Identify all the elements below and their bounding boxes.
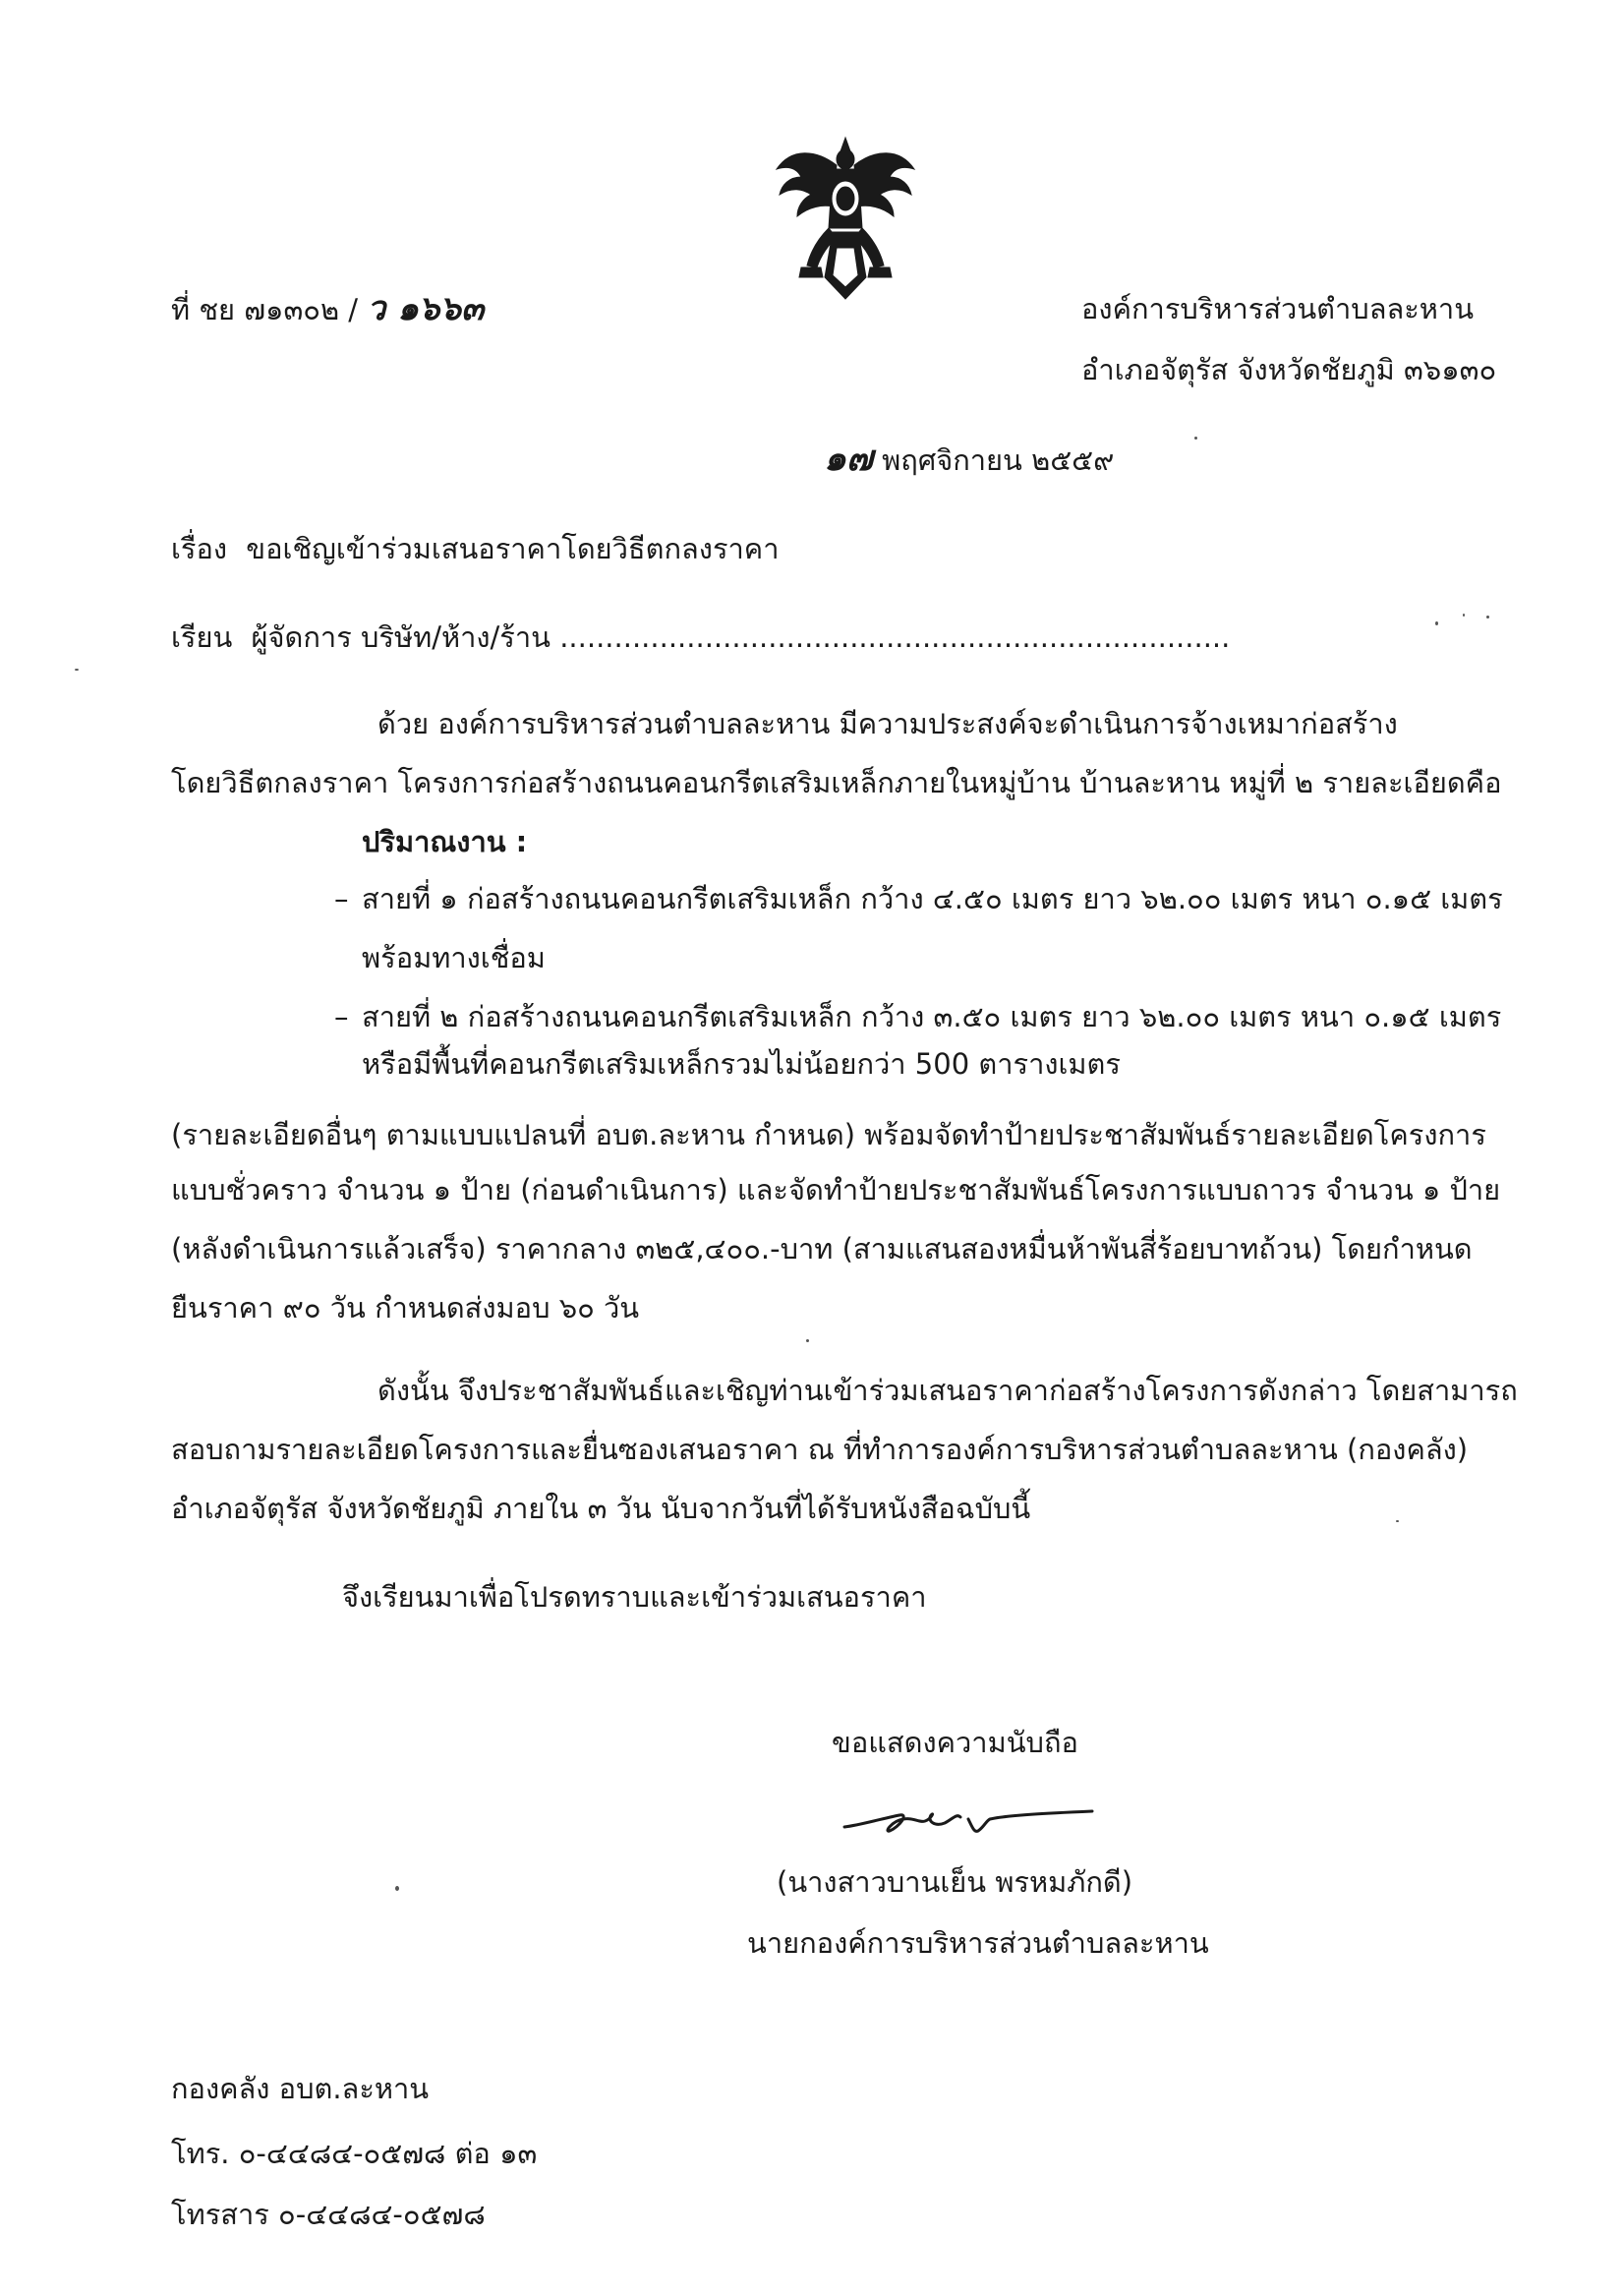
scope-item-2-line-1: สายที่ ๒ ก่อสร้างถนนคอนกรีตเสริมเหล็ก กว้าง ๓.๕๐ เมตร ยาว ๖๒.๐๐ เมตร หนา ๐.๑๕ เมตร <box>362 1000 1502 1033</box>
org-name: องค์การบริหารส่วนตำบลละหาน <box>1081 292 1475 325</box>
garuda-emblem-icon <box>772 130 919 302</box>
invite-line-2: สอบถามรายละเอียดโครงการและยื่นซองเสนอราคา ณ ที่ทำการองค์การบริหารส่วนตำบลละหาน (กองคลัง) <box>171 1433 1469 1466</box>
invite-line-3: อำเภอจัตุรัส จังหวัดชัยภูมิ ภายใน ๓ วัน นับจากวันที่ได้รับหนังสือฉบับนี้ <box>171 1492 1031 1525</box>
letter-date <box>824 439 1114 480</box>
footer-department: กองคลัง อบต.ละหาน <box>171 2072 430 2105</box>
org-address: อำเภอจัตุรัส จังหวัดชัยภูมิ ๓๖๑๓๐ <box>1081 353 1497 386</box>
footer-fax: โทรสาร ๐-๔๔๘๔-๐๕๗๘ <box>171 2198 486 2231</box>
signatory-position: นายกองค์การบริหารส่วนตำบลละหาน <box>747 1926 1209 1960</box>
scan-speck <box>1194 437 1197 440</box>
footer-phone: โทร. ๐-๔๔๘๔-๐๕๗๘ ต่อ ๑๓ <box>171 2137 538 2170</box>
scope-heading: ปริมาณงาน : <box>362 825 528 858</box>
details-line-4: ยืนราคา ๙๐ วัน กำหนดส่งมอบ ๖๐ วัน <box>171 1291 640 1325</box>
subject-label: เรื่อง <box>171 532 228 565</box>
scope-item-1-line-2: พร้อมทางเชื่อม <box>362 941 546 974</box>
date-month-year: พฤศจิกายน ๒๕๕๙ <box>882 443 1115 477</box>
scope-item-2-dash: – <box>334 1000 349 1033</box>
details-line-3: (หลังดำเนินการแล้วเสร็จ) ราคากลาง ๓๒๕,๔๐๐.-บาท (สามแสนสองหมื่นห้าพันสี่ร้อยบาทถ้วน) โดยกำหนด <box>171 1232 1473 1266</box>
invite-line-1: ดังนั้น จึงประชาสัมพันธ์และเชิญท่านเข้าร่วมเสนอราคาก่อสร้างโครงการดังกล่าว โดยสามารถ <box>377 1374 1518 1407</box>
scan-speck <box>806 1339 809 1342</box>
scan-speck <box>1463 614 1465 617</box>
recipient-text: ผู้จัดการ บริษัท/ห้าง/ร้าน .......................................................................... <box>251 620 1231 654</box>
signatory-name: (นางสาวบานเย็น พรหมภักดี) <box>777 1865 1133 1899</box>
details-line-1: (รายละเอียดอื่นๆ ตามแบบแปลนที่ อบต.ละหาน กำหนด) พร้อมจัดทำป้ายประชาสัมพันธ์รายละเอียดโครงการ <box>171 1118 1486 1151</box>
recipient-label: เรียน <box>171 620 233 654</box>
reference-number-handwritten: ว ๑๖๖๓ <box>367 289 485 328</box>
subject-line <box>171 529 780 568</box>
scan-speck <box>1396 1520 1399 1522</box>
reference-prefix: ที่ ชย ๗๑๓๐๒ / <box>171 293 359 326</box>
date-day-handwritten: ๑๗ <box>824 438 873 479</box>
signature-icon <box>840 1797 1096 1847</box>
scan-speck <box>395 1886 399 1891</box>
reference-line <box>171 289 484 329</box>
intro-line-1: ด้วย องค์การบริหารส่วนตำบลละหาน มีความประสงค์จะดำเนินการจ้างเหมาก่อสร้าง <box>377 707 1398 740</box>
scan-speck <box>75 669 79 671</box>
salutation: ขอแสดงความนับถือ <box>832 1726 1078 1759</box>
closing-line: จึงเรียนมาเพื่อโปรดทราบและเข้าร่วมเสนอราคา <box>342 1580 927 1614</box>
scan-speck <box>1435 621 1438 625</box>
scan-speck <box>1486 616 1489 618</box>
scope-item-1-dash: – <box>334 882 349 915</box>
subject-text: ขอเชิญเข้าร่วมเสนอราคาโดยวิธีตกลงราคา <box>246 532 780 565</box>
recipient-line <box>171 618 1230 657</box>
scope-item-1-line-1: สายที่ ๑ ก่อสร้างถนนคอนกรีตเสริมเหล็ก กว้าง ๔.๕๐ เมตร ยาว ๖๒.๐๐ เมตร หนา ๐.๑๕ เมตร <box>362 882 1503 915</box>
intro-line-2: โดยวิธีตกลงราคา โครงการก่อสร้างถนนคอนกรีตเสริมเหล็กภายในหมู่บ้าน บ้านละหาน หมู่ที่ ๒ รายละเอียดคือ <box>171 766 1502 799</box>
scope-item-2-line-2: หรือมีพื้นที่คอนกรีตเสริมเหล็กรวมไม่น้อยกว่า 500 ตารางเมตร <box>362 1047 1121 1081</box>
details-line-2: แบบชั่วคราว จำนวน ๑ ป้าย (ก่อนดำเนินการ) และจัดทำป้ายประชาสัมพันธ์โครงการแบบถาวร จำนวน ๑ ป้าย <box>171 1173 1501 1207</box>
